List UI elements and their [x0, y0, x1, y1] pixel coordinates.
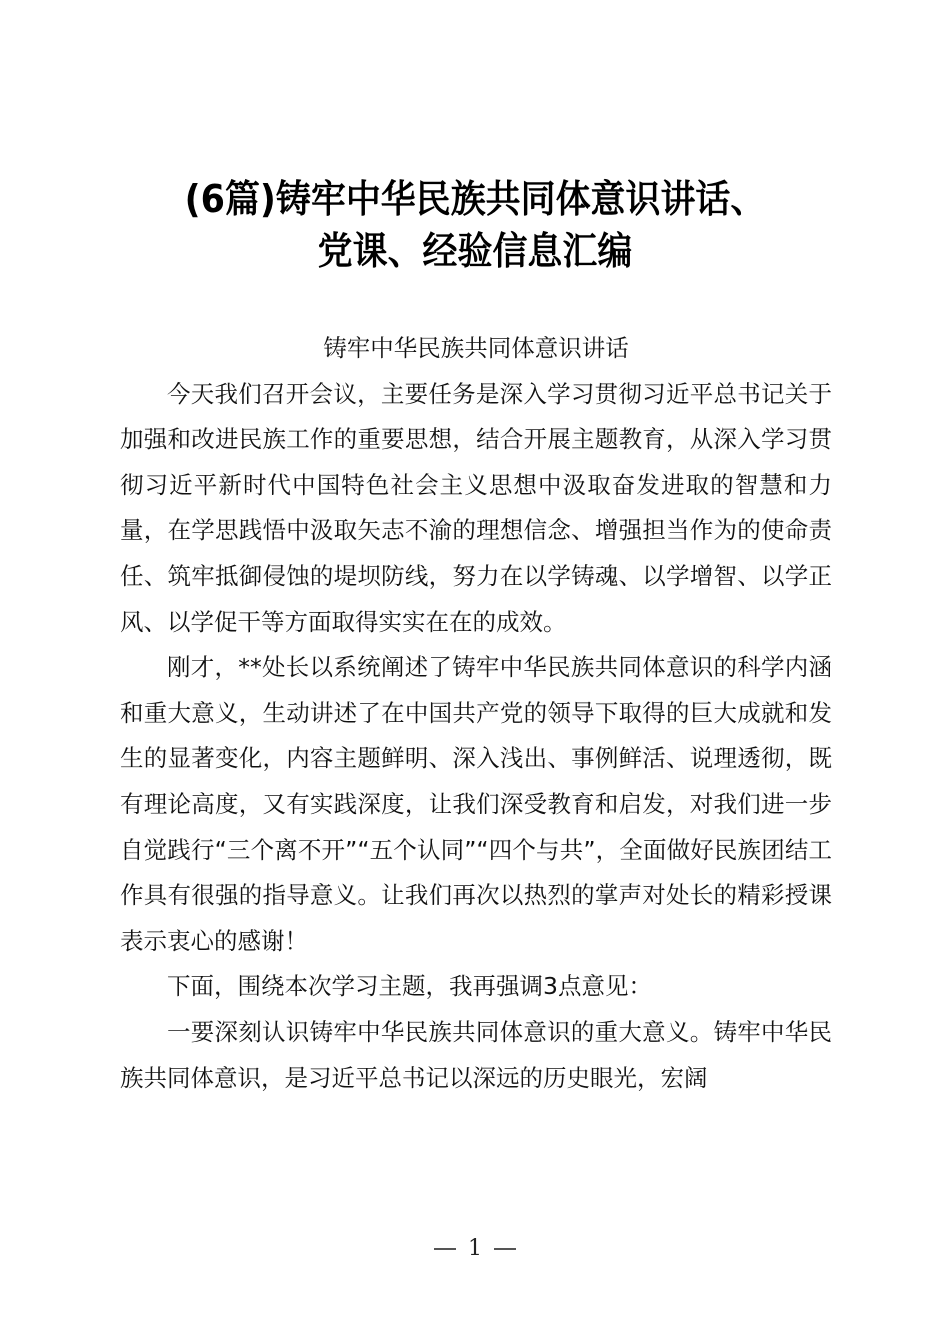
footer-dash-right	[494, 1248, 516, 1250]
footer-dash-left	[434, 1248, 456, 1250]
document-title	[130, 173, 820, 277]
title-line-1: (6篇)铸牢中华民族共同体意识讲话、	[184, 177, 766, 222]
paragraph-thanks: 刚才，**处长以系统阐述了铸牢中华民族共同体意识的科学内涵和重大意义，生动讲述了在中国共产党的领导下取得的巨大成就和发生的显著变化，内容主题鲜明、深入浅出、事例鲜活、说理透彻，既有理论高度，又有实践深度，让我们深受教育和启发，对我们进一步自觉践行“三个离不开”“五个认同”“四个与共”，全面做好民族团结工作具有很强的指导意义。让我们再次以热烈的掌声对处长的精彩授课表示衷心的感谢！	[120, 653, 832, 955]
title-line-2: 党课、经验信息汇编	[317, 229, 633, 274]
paragraph-point-one: 一要深刻认识铸牢中华民族共同体意识的重大意义。铸牢中华民族共同体意识，是习近平总书记以深远的历史眼光，宏阔	[120, 1017, 832, 1092]
paragraph-opening: 今天我们召开会议，主要任务是深入学习贯彻习近平总书记关于加强和改进民族工作的重要思想，结合开展主题教育，从深入学习贯彻习近平新时代中国特色社会主义思想中汲取奋发进取的智慧和力量，在学思践悟中汲取矢志不渝的理想信念、增强担当作为的使命责任、筑牢抵御侵蚀的堤坝防线，努力在以学铸魂、以学增智、以学正风、以学促干等方面取得实实在在的成效。	[120, 379, 832, 636]
paragraph-intro-points: 下面，围绕本次学习主题，我再强调3点意见：	[167, 972, 652, 1001]
document-body	[120, 326, 832, 1101]
section-heading: 铸牢中华民族共同体意识讲话	[323, 334, 629, 362]
page-number-footer	[0, 1236, 950, 1261]
page-number: 1	[468, 1236, 482, 1261]
